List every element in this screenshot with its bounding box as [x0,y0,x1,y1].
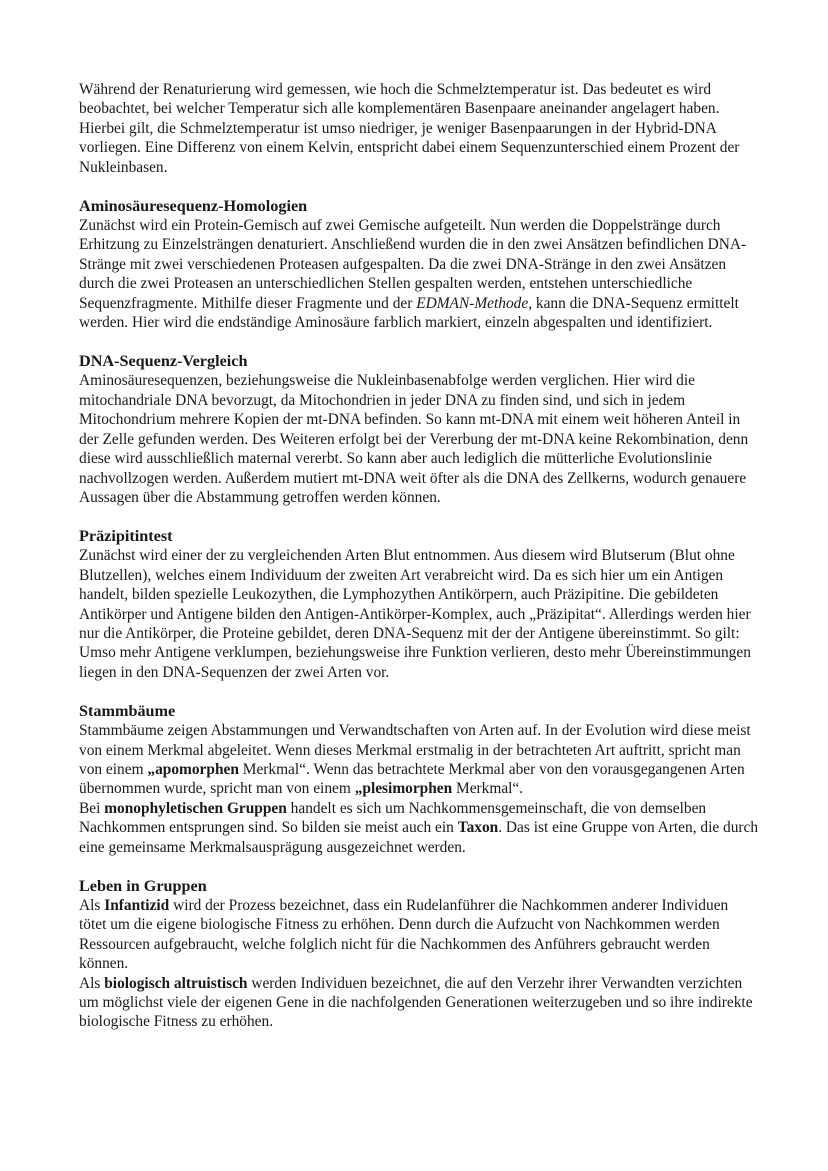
paragraph-text: werden Individuen bezeichnet, die auf den Verzehr ihrer Verwandten verzichten um möglichst viele der eigenen Gene in die nachfolgenden Generationen weiterzugeben und so ihre indirekte biologische Fitness zu erhöhen. [79,974,753,1031]
bold-term: monophyletischen Gruppen [104,799,287,817]
section-aminosaeuresequenz [79,196,759,332]
bold-term: „apomorphen [147,760,239,778]
section-paragraph [79,799,759,857]
paragraph-text: Merkmal“. [452,780,524,798]
paragraph-text: Als [79,974,105,992]
paragraph-text: Zunächst wird ein Protein-Gemisch auf zwei Gemische aufgeteilt. Nun werden die Doppelstränge durch Erhitzung zu Einzelsträngen denaturiert. Anschließend wurden die in den zwei Ansätzen befindlichen DNA-Stränge mit zwei verschiedenen Proteasen aufgespalten. Da die zwei DNA-Stränge in den zwei Ansätzen durch die zwei Proteasen an unterschiedlichen Stellen gespalten werden, entstehen unterschiedliche Sequenzfragmente. Mithilfe dieser Fragmente und der [79,217,747,312]
bold-term: Infantizid [104,897,170,914]
section-heading: Aminosäuresequenz-Homologien [79,197,308,216]
section-paragraph [79,721,759,799]
document-page [79,80,759,1032]
paragraph-text: Als [79,897,105,914]
paragraph-text: wird der Prozess bezeichnet, dass ein Rudelanführer die Nachkommen anderer Individuen tötet um die eigene biologische Fitness zu erhöhen. Denn durch die Aufzucht von Nachkommen werden Ressourcen aufgebraucht, welche folglich nicht für die Nachkommen des Anführers gebraucht werden können. [79,897,729,973]
emphasized-term: EDMAN-Methode [416,294,529,312]
paragraph-text: Merkmal“. Wenn das betrachtete Merkmal aber von den vorausgegangenen Arten übernommen wurde, spricht man von einem [79,760,745,798]
intro-paragraph: Während der Renaturierung wird gemessen, wie hoch die Schmelztemperatur ist. Das bedeutet es wird beobachtet, bei welcher Temperatur sich alle komplementären Basenpaare aneinander angelagert haben. Hierbei gilt, die Schmelztemperatur ist umso niedriger, je weniger Basenpaarungen in der Hybrid-DNA vorliegen. Eine Differenz von einem Kelvin, entspricht dabei einem Sequenzunterschied einem Prozent der Nukleinbasen. [79,81,740,176]
section-paragraph: Zunächst wird einer der zu vergleichenden Arten Blut entnommen. Aus diesem wird Blutserum (Blut ohne Blutzellen), welches einem Individuum der zweiten Art verabreicht wird. Da es sich hier um ein Antigen handelt, bilden spezielle Leukozythen, die Lymphozythen Antikörpern, auch Präzipitine. Die gebildeten Antikörper und Antigene bilden den Antigen-Antikörper-Komplex, auch „Präzipitat“. Allerdings werden hier nur die Antikörper, die Proteine gebildet, deren DNA-Sequenz mit der der Antigene übereinstimmt. So gilt: Umso mehr Antigene verklumpen, beziehungsweise ihre Funktion verlieren, desto mehr Übereinstimmungen liegen in den DNA-Sequenzen der zwei Arten vor. [79,547,751,681]
bold-term: Taxon [457,819,499,837]
section-paragraph [79,896,759,974]
paragraph-text: Bei [79,799,105,817]
bold-term: „plesimorphen [354,780,453,798]
section-paragraph [79,974,759,1032]
section-leben-in-gruppen [79,876,759,1032]
section-paragraph: Aminosäuresequenzen, beziehungsweise die Nukleinbasenabfolge werden verglichen. Hier wird die mitochandriale DNA bevorzugt, da Mitochondrien in jeder DNA zu finden sind, und sich in jedem Mitochondrium mehrere Kopien der mt-DNA befinden. So kann mt-DNA mit einem weit höheren Anteil in der Zelle gefunden werden. Des Weiteren erfolgt bei der Vererbung der mt-DNA keine Rekombination, denn diese wird ausschließlich maternal vererbt. So kann aber auch lediglich die mütterliche Evolutionslinie nachvollzogen werden. Außerdem mutiert mt-DNA weit öfter als die DNA des Zellkerns, wodurch genauere Aussagen über die Abstammung getroffen werden können. [79,372,749,506]
section-stammbaeume [79,701,759,857]
section-dna-sequenz-vergleich [79,351,759,507]
section-heading: Stammbäume [79,702,176,721]
paragraph-text: . Das ist eine Gruppe von Arten, die durch eine gemeinsame Merkmalsausprägung ausgezeichnet werden. [79,819,759,856]
paragraph-text: handelt es sich um Nachkommensgemeinschaft, die von demselben Nachkommen entsprungen sind. So bilden sie meist auch ein [79,799,707,837]
section-praezipitintest [79,526,759,682]
paragraph-text: Stammbäume zeigen Abstammungen und Verwandtschaften von Arten auf. In der Evolution wird diese meist von einem Merkmal abgeleitet. Wenn dieses Merkmal erstmalig in der betrachteten Art auftritt, spricht man von einem [79,722,751,778]
section-paragraph [79,216,759,332]
section-heading: Leben in Gruppen [79,877,207,895]
section-heading: DNA-Sequenz-Vergleich [79,352,248,371]
bold-term: biologisch altruistisch [104,974,248,992]
section-heading: Präzipitintest [79,527,173,546]
paragraph-text: , kann die DNA-Sequenz ermittelt werden. Hier wird die endständige Aminosäure farblich markiert, einzeln abgespalten und identifiziert. [79,294,739,332]
